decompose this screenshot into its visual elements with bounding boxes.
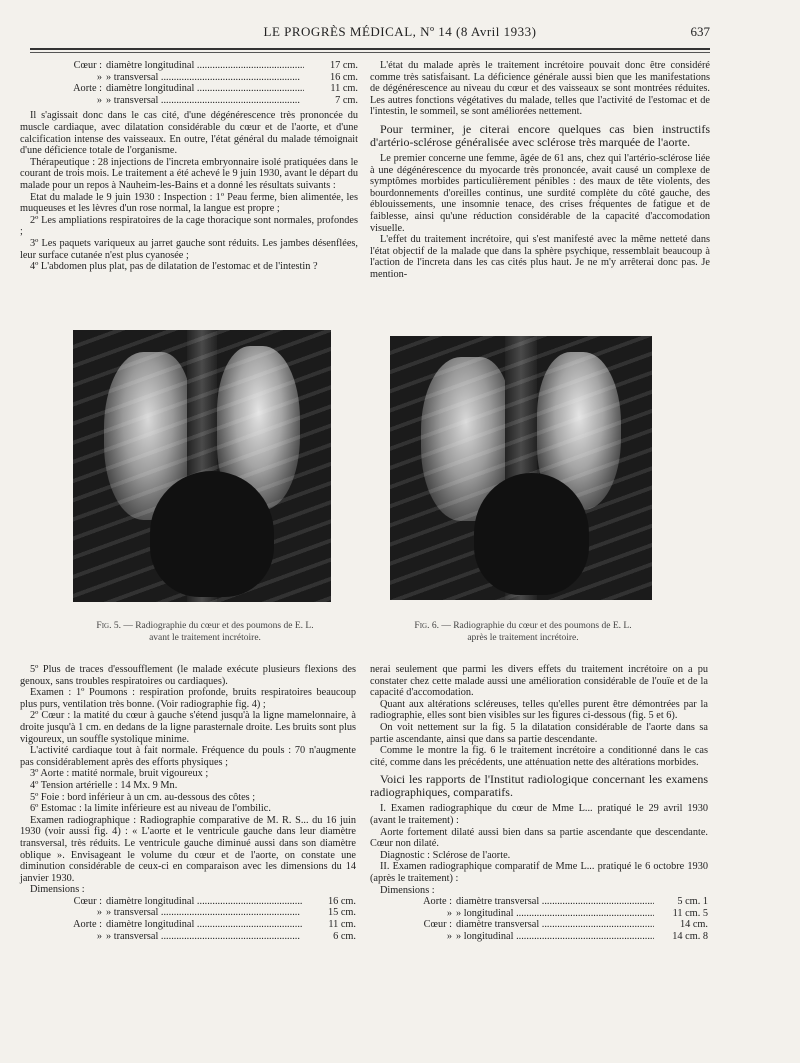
- paragraph: I. Examen radiographique du cœur de Mme L... pratiqué le 29 avril 1930 (avant le traitement) :: [370, 803, 708, 826]
- journal-title: LE PROGRÈS MÉDICAL, Nº 14 (8 Avril 1933): [263, 24, 537, 39]
- top-right-column: [370, 60, 710, 281]
- dimension-row: Aorte : diamètre longitudinal ..... 11 cm.: [20, 919, 356, 931]
- xray-figure-6: [390, 336, 652, 600]
- header-rule: [30, 48, 710, 50]
- paragraph: 3º Aorte : matité normale, bruit vigoureux ;: [30, 768, 209, 780]
- dimension-table: [20, 60, 358, 106]
- paragraph: Quant aux altérations scléreuses, telles qu'elles purent être démontrées par la radiographie, elles sont bien visibles sur les figures ci-dessous (fig. 5 et 6).: [370, 698, 708, 722]
- paragraph: Etat du malade le 9 juin 1930 : Inspection : 1º Peau ferme, bien alimentée, les muqueuses et les lèvres d'un rose normal, la langue est propre ;: [20, 191, 358, 215]
- dimension-table: [370, 896, 708, 942]
- paragraph: Comme le montre la fig. 6 le traitement incrétoire a conditionné dans le cas cité, comme dans les précédents, une atténuation nette des altérations morbides.: [370, 745, 708, 768]
- paragraph: Examen : 1º Poumons : respiration profonde, bruits respiratoires beaucoup plus purs, ventilation très bonne. (Voir radiographie fig. 4) ;: [20, 687, 356, 710]
- paragraph: 4º L'abdomen plus plat, pas de dilatation de l'estomac et de l'intestin ?: [30, 261, 318, 273]
- paragraph: On voit nettement sur la fig. 5 la dilatation considérable de l'aorte dans sa partie ascendante, ainsi que dans sa partie descendante.: [370, 721, 708, 745]
- dimension-row: Cœur : diamètre longitudinal ..... 17 cm.: [20, 60, 358, 72]
- xray-figure-5: [73, 330, 331, 602]
- paragraph: Thérapeutique : 28 injections de l'increta embryonnaire isolé pratiquées dans le courant de trois mois. Le traitement a été achevé le 9 juin 1930, avant le départ du malade pour un repos à Nauheim-les-Bains et a donné les résultats suivants :: [20, 156, 358, 191]
- paragraph: L'effet du traitement incrétoire, qui s'est manifesté avec la même netteté dans l'état objectif de la malade que dans la sphère psychique, ressemblait beaucoup à l'action de l'increta dans les cas cités plus haut. Je ne m'y arrêterai donc pas. Je mention-: [370, 234, 710, 280]
- paragraph: nerai seulement que parmi les divers effets du traitement incrétoire on a pu constater chez cette malade aussi une amélioration considérable de l'ouïe et de la capacité d'accomodation.: [370, 664, 708, 699]
- paragraph-lead: Pour terminer, je citerai encore quelques cas bien instructifs d'artério-sclérose généralisée avec sclérose très marquée de l'aorte.: [370, 121, 710, 149]
- bottom-left-column: [20, 664, 356, 942]
- page-number: 637: [690, 24, 710, 39]
- paragraph: Diagnostic : Sclérose de l'aorte.: [380, 849, 511, 861]
- paragraph: 2º Cœur : la matité du cœur à gauche s'étend jusqu'à la ligne mamelonnaire, à droite jusqu'à 1 cm. en dedans de la ligne parasternale droite. Les bruits sont plus vigoureux, un souffle systolique minime.: [20, 710, 356, 745]
- dimension-row: » » longitudinal ..... 11 cm. 5: [370, 908, 708, 920]
- dimension-row: » » transversal ..... 15 cm.: [20, 907, 356, 919]
- paragraph: Aorte fortement dilaté aussi bien dans sa partie ascendante que descendante. Cœur non dilaté.: [370, 826, 708, 850]
- paragraph: 3º Les paquets variqueux au jarret gauche sont réduits. Les jambes désenflées, leur surface cutanée n'est plus cyanosée ;: [20, 237, 358, 261]
- paragraph: 2º Les ampliations respiratoires de la cage thoracique sont normales, profondes ;: [20, 214, 358, 238]
- paragraph: 5º Plus de traces d'essoufflement (le malade exécute plusieurs flexions des genoux, sans troubles respiratoires ou cardiaques).: [20, 664, 356, 687]
- paragraph: Il s'agissait donc dans le cas cité, d'une dégénérescence très prononcée du muscle cardiaque, avec dilatation considérable du cœur et de l'aorte, et d'une calcification intense des vaisseaux. En outre, l'état général du malade témoignait d'une déficience totale de l'organisme.: [20, 110, 358, 157]
- paragraph: 5º Foie : bord inférieur à un cm. au-dessous des côtes ;: [30, 791, 256, 803]
- paragraph: Le premier concerne une femme, âgée de 61 ans, chez qui l'artério-sclérose liée à une dégénérescence du myocarde très prononcée, avait causé un complexe de symptômes morbides particulièrement pénibles : des maux de tête violents, des bourdonnements d'oreilles continus, une surdité complète du côté gauche, des éblouissements, une insomnie tenace, des crises fréquentes de fatigue et de faiblesse, ainsi qu'une réduction considérable de la capacité d'accomodation visuelle.: [370, 152, 710, 234]
- dimension-row: » » transversal ..... 7 cm.: [20, 95, 358, 107]
- figure-6-caption: Fig. 6. — Radiographie du cœur et des poumons de E. L. après le traitement incrétoire.: [414, 621, 632, 643]
- dimension-row: Cœur : diamètre longitudinal ..... 16 cm.: [20, 896, 356, 908]
- paragraph: II. Examen radiographique comparatif de Mme L... pratiqué le 6 octobre 1930 (après le traitement) :: [370, 861, 708, 884]
- dimension-row: Cœur : diamètre transversal ..... 14 cm.: [370, 919, 708, 931]
- dimension-table: [20, 896, 356, 942]
- paragraph: 6º Estomac : la limite inférieure est au niveau de l'ombilic.: [30, 803, 271, 815]
- header-rule-thin: [30, 52, 710, 53]
- top-left-column: [20, 60, 358, 273]
- paragraph-lead: Voici les rapports de l'Institut radiologique concernant les examens radiographiques, comparatifs.: [370, 772, 708, 800]
- running-header: [0, 0, 800, 44]
- dimension-row: Aorte : diamètre longitudinal ..... 11 cm.: [20, 83, 358, 95]
- figure-5-caption: Fig. 5. — Radiographie du cœur et des poumons de E. L. avant le traitement incrétoire.: [96, 621, 314, 643]
- dimension-row: » » longitudinal ..... 14 cm. 8: [370, 931, 708, 943]
- paragraph: Dimensions :: [30, 884, 85, 896]
- dimension-row: » » transversal ..... 16 cm.: [20, 72, 358, 84]
- dimension-row: » » transversal ..... 6 cm.: [20, 931, 356, 943]
- bottom-right-column: [370, 664, 708, 942]
- dimension-row: Aorte : diamètre transversal ..... 5 cm. 1: [370, 896, 708, 908]
- paragraph: Examen radiographique : Radiographie comparative de M. R. S... du 16 juin 1930 (voir aussi fig. 4) : « L'aorte et le ventricule gauche dans leur diamètre transversal, très réduits. Le ventricule gauche diminué aussi dans son diamètre oblique ». Envisageant le volume du cœur et de l'aorte, on constate une diminution considérable de ceux-ci en comparaison avec les dimensions du 14 janvier 1930.: [20, 814, 356, 884]
- paragraph: L'activité cardiaque tout à fait normale. Fréquence du pouls : 70 n'augmente pas considérablement après des efforts physiques ;: [20, 745, 356, 768]
- paragraph: 4º Tension artérielle : 14 Mx. 9 Mn.: [30, 779, 178, 791]
- paragraph: L'état du malade après le traitement incrétoire pouvait donc être considéré comme très satisfaisant. La déficience générale aussi bien que les manifestations de dégénérescence au niveau du cœur et des vaisseaux se sont montrées réduites. Les autres fonctions végétatives du malade, telles que l'activité de l'estomac et de l'intestin, le sommeil, se sont améliorées nettement.: [370, 60, 710, 118]
- paragraph: Dimensions :: [380, 884, 435, 896]
